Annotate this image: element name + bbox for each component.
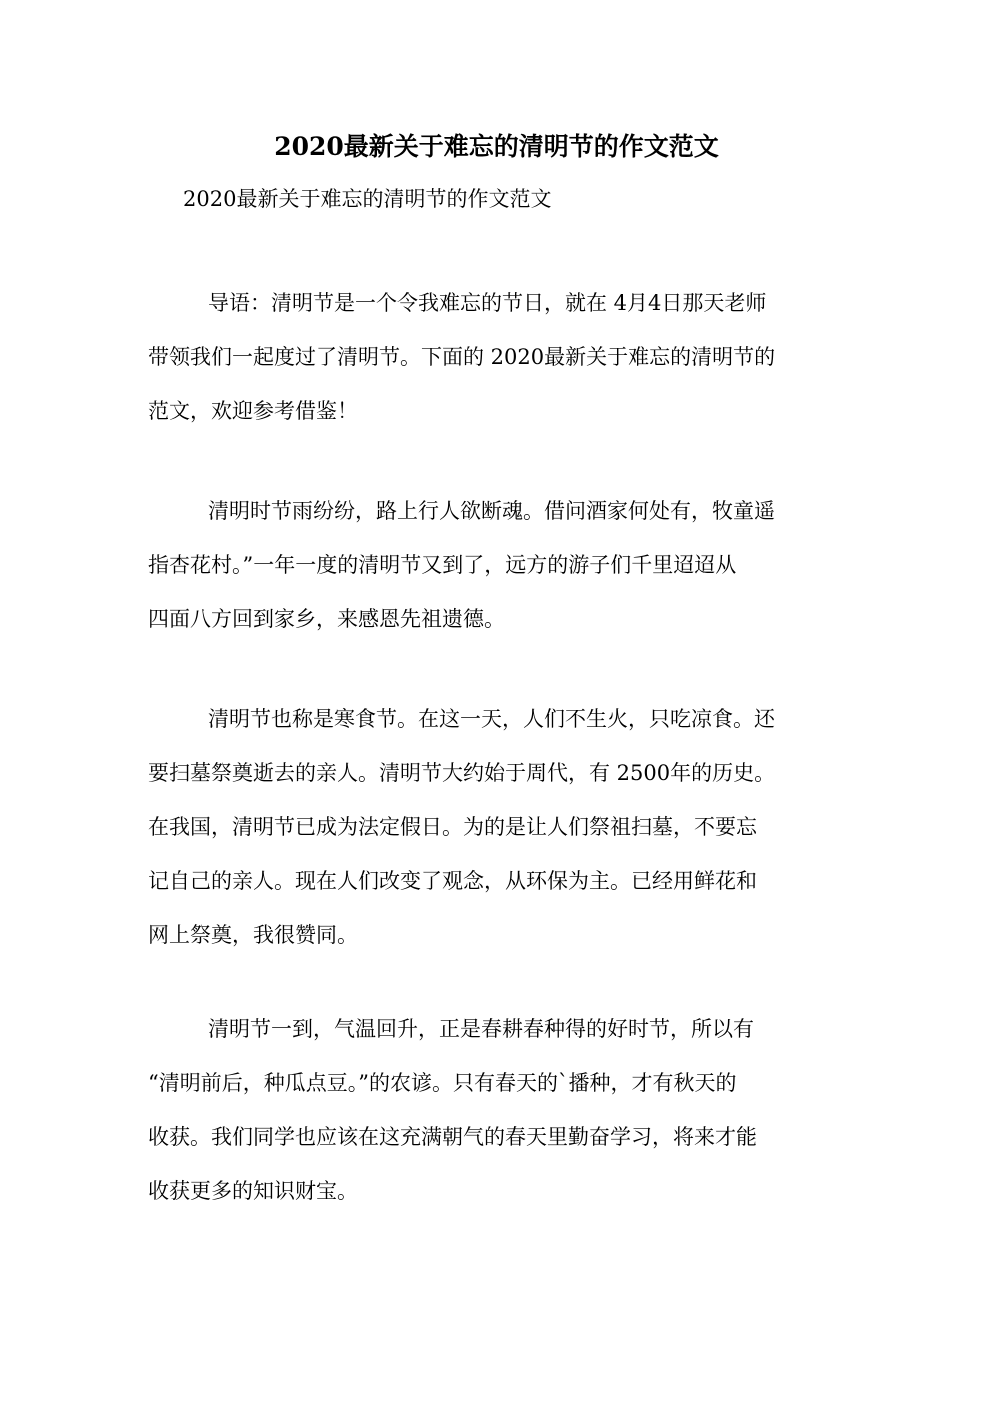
paragraph-poem (148, 484, 842, 646)
paragraph-custom (148, 692, 842, 962)
paragraph-line: 指杏花村。”一年一度的清明节又到了，远方的游子们千里迢迢从 (148, 553, 737, 577)
paragraph-line: 在我国，清明节已成为法定假日。为的是让人们祭祖扫墓，不要忘 (148, 815, 757, 839)
paragraph-line: 带领我们一起度过了清明节。下面的 2020最新关于难忘的清明节的 (148, 345, 776, 369)
document-subtitle: 2020最新关于难忘的清明节的作文范文 (183, 187, 552, 211)
paragraph-line: 网上祭奠，我很赞同。 (148, 923, 358, 947)
paragraph-line: 要扫墓祭奠逝去的亲人。清明节大约始于周代，有 2500年的历史。 (148, 761, 776, 785)
paragraph-line: 清明时节雨纷纷，路上行人欲断魂。借问酒家何处有，牧童遥 (208, 499, 775, 523)
paragraph-line: 清明节也称是寒食节。在这一天，人们不生火，只吃凉食。还 (208, 707, 775, 731)
paragraph-intro (148, 276, 842, 438)
document-title: 2020最新关于难忘的清明节的作文范文 (274, 132, 719, 161)
paragraph-line: 记自己的亲人。现在人们改变了观念，从环保为主。已经用鲜花和 (148, 869, 757, 893)
paragraph-line: 四面八方回到家乡，来感恩先祖遗德。 (148, 607, 505, 631)
paragraph-line: “清明前后，种瓜点豆。”的农谚。只有春天的`播种，才有秋天的 (148, 1071, 737, 1095)
paragraph-line: 清明节一到，气温回升，正是春耕春种得的好时节，所以有 (208, 1017, 754, 1041)
paragraph-line: 收获更多的知识财宝。 (148, 1179, 358, 1203)
paragraph-spring (148, 1002, 842, 1218)
paragraph-line: 范文，欢迎参考借鉴！ (148, 399, 358, 423)
paragraph-line: 收获。我们同学也应该在这充满朝气的春天里勤奋学习，将来才能 (148, 1125, 757, 1149)
paragraph-line: 导语：清明节是一个令我难忘的节日，就在 4月4日那天老师 (208, 291, 767, 315)
